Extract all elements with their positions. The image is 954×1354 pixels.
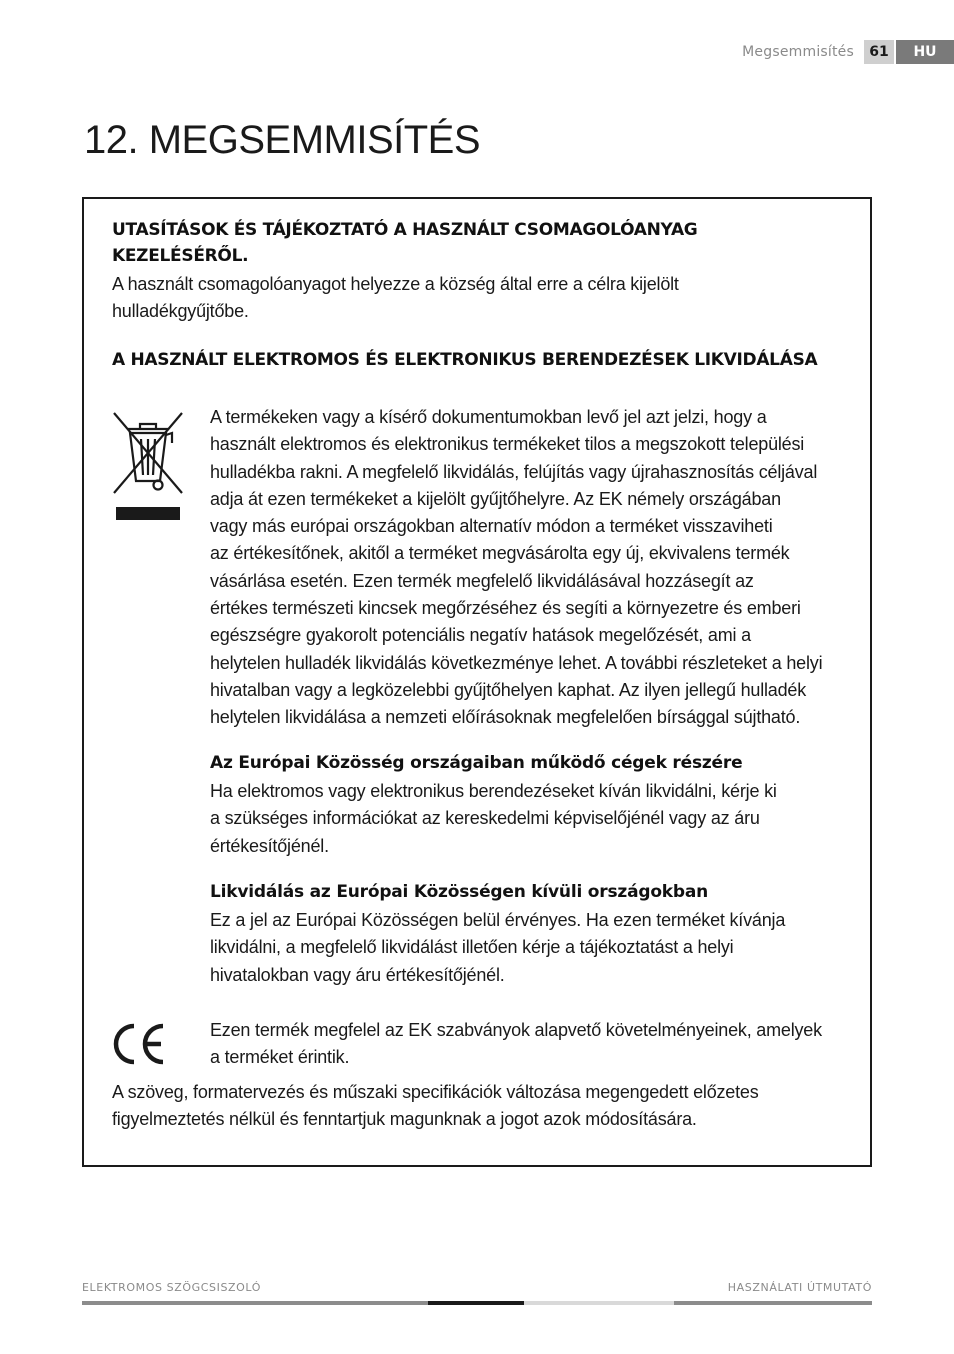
packaging-text	[112, 271, 679, 326]
weee-line: az értékesítőnek, akitől a terméket megvásárolta egy új, ekvivalens termék	[210, 543, 790, 564]
weee-heading: A HASZNÁLT ELEKTROMOS ÉS ELEKTRONIKUS BERENDEZÉSEK LIKVIDÁLÁSA	[112, 350, 818, 370]
eu-companies-line: a szükséges információkat az kereskedelmi képviselőjénél vagy az áru	[210, 808, 760, 829]
outside-eu-line: likvidálni, a megfelelő likvidálást illetően kérje a tájékoztatást a helyi	[210, 937, 734, 958]
outside-eu-line: hivatalokban vagy áru értékesítőjénél.	[210, 964, 505, 985]
footer-bar-segment	[524, 1301, 674, 1305]
weee-line: használt elektromos és elektronikus termékeket tilos a megszokott települési	[210, 434, 805, 455]
header-language-badge: HU	[896, 40, 954, 64]
footer-bar-segment	[82, 1301, 428, 1305]
footer-bar-segment	[428, 1301, 524, 1305]
header-section-title: Megsemmisítés	[742, 44, 854, 60]
weee-line: egészségre gyakorolt potenciális negatív hatások megelőzését, ami a	[210, 625, 751, 646]
ce-mark-icon	[110, 1021, 166, 1067]
weee-line: A termékeken vagy a kísérő dokumentumokban levő jel azt jelzi, hogy a	[210, 407, 767, 427]
packaging-heading-line-1: UTASÍTÁSOK ÉS TÁJÉKOZTATÓ A HASZNÁLT CSOMAGOLÓANYAG	[112, 220, 698, 240]
weee-line: értékes természeti kincsek megőrzéséhez és segíti a környezetre és emberi	[210, 598, 801, 619]
eu-companies-text	[210, 778, 777, 860]
eu-companies-line: értékesítőjénél.	[210, 835, 329, 856]
packaging-heading	[112, 217, 697, 269]
ce-text	[210, 1017, 822, 1072]
eu-companies-line: Ha elektromos vagy elektronikus berendezéseket kíván likvidálni, kérje ki	[210, 781, 777, 801]
header-page-number: 61	[864, 40, 894, 64]
ce-line: Ezen termék megfelel az EK szabványok alapvető követelményeinek, amelyek	[210, 1020, 822, 1040]
weee-line: hulladékba rakni. A megfelelő likvidálás, felújítás vagy újrahasznosítás céljával	[210, 461, 818, 482]
disposal-info-box	[82, 197, 872, 1167]
page-header	[742, 40, 954, 64]
packaging-text-line-1: A használt csomagolóanyagot helyezze a község által erre a célra kijelölt	[112, 274, 679, 294]
disclaimer-text	[112, 1079, 759, 1134]
ce-line: a terméket érintik.	[210, 1047, 350, 1068]
weee-line: vásárlása esetén. Ezen termék megfelelő likvidálásával hozzásegít az	[210, 570, 754, 591]
weee-line: adja át ezen termékeket a kijelölt gyűjtőhelyre. Az EK némely országában	[210, 488, 781, 509]
weee-line: helytelen likvidálása a nemzeti előírásoknak megfelelően bírsággal sújtható.	[210, 707, 801, 728]
weee-text	[210, 404, 822, 732]
disclaimer-line: A szöveg, formatervezés és műszaki specifikációk változása megengedett előzetes	[112, 1082, 759, 1102]
packaging-heading-line-2: KEZELÉSÉRŐL.	[112, 246, 249, 266]
footer-bar-segment	[674, 1301, 872, 1305]
weee-line: helytelen hulladék likvidálás következménye lehet. A további részleteket a helyi	[210, 652, 823, 673]
eu-companies-heading: Az Európai Közösség országaiban működő cégek részére	[210, 753, 743, 773]
crossed-out-wheelie-bin-icon	[110, 409, 186, 525]
outside-eu-heading: Likvidálás az Európai Közösségen kívüli országokban	[210, 882, 709, 902]
outside-eu-text	[210, 907, 785, 989]
disclaimer-line: figyelmeztetés nélkül és fenntartjuk magunknak a jogot azok módosítására.	[112, 1109, 697, 1130]
outside-eu-line: Ez a jel az Európai Közösségen belül érvényes. Ha ezen terméket kívánja	[210, 910, 786, 930]
page-title: 12. MEGSEMMISÍTÉS	[84, 118, 481, 162]
weee-line: hivatalban vagy a legközelebbi gyűjtőhelyen kaphat. Az ilyen jellegű hulladék	[210, 679, 807, 700]
packaging-text-line-2: hulladékgyűjtőbe.	[112, 301, 249, 322]
weee-line: vagy más európai országokban alternatív módon a terméket visszaviheti	[210, 516, 773, 537]
footer-product-name: ELEKTROMOS SZÖGCSISZOLÓ	[82, 1281, 262, 1294]
footer-document-type: HASZNÁLATI ÚTMUTATÓ	[727, 1281, 872, 1294]
